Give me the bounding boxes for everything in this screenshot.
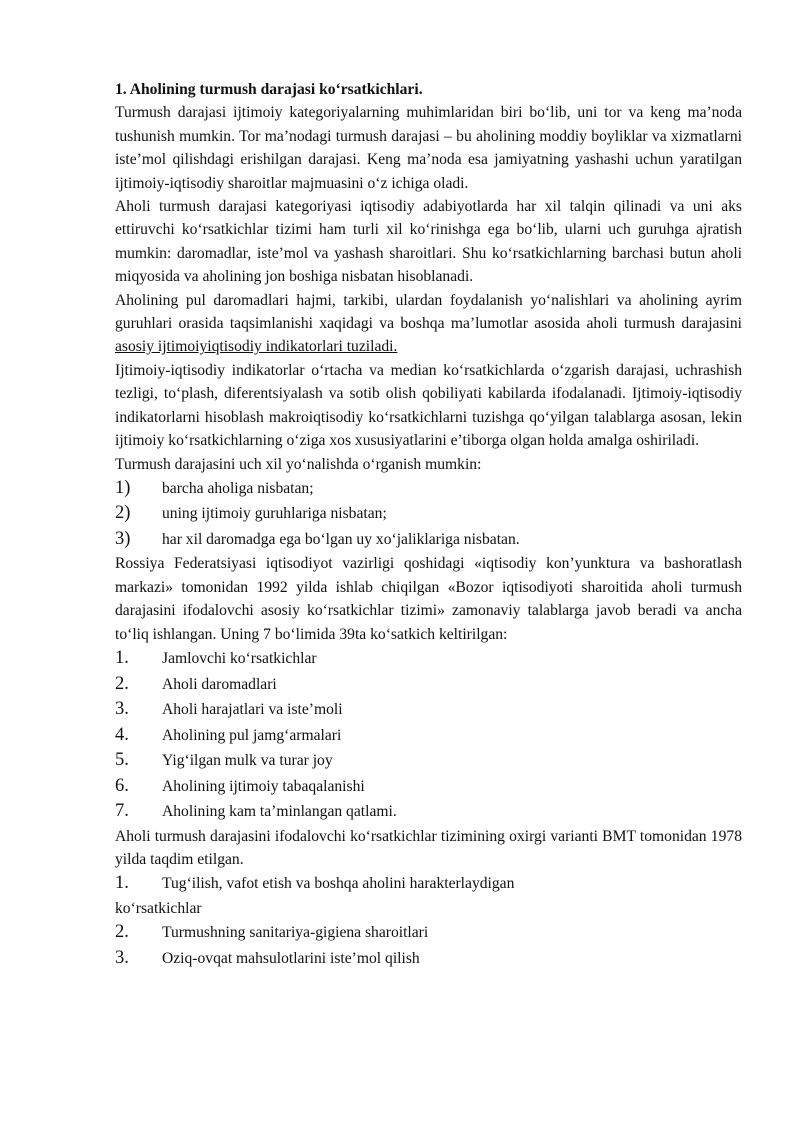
list-item [115,748,742,774]
paragraph-indicators [115,289,742,359]
paragraph-indicators-text: Aholining pul daromadlari hajmi, tarkibi, ulardan foydalanish yo‘nalishlari va aholining ayrim guruhlari orasida taqsimlanishi xaqidagi va boshqa ma’lumotlar asosida aholi turmush darajasini [115,291,742,333]
list-number: 4. [115,724,129,745]
list-text: Oziq-ovqat mahsulotlarini iste’mol qilish [162,949,420,967]
list-number: 3. [115,699,129,720]
list-number: 6. [115,775,129,796]
list-number: 2. [115,673,129,694]
list-item [115,672,742,698]
list-number: 5. [115,750,129,771]
list-item [115,946,742,972]
directions-list [115,476,742,553]
list-item [115,697,742,723]
list-text: Aholi daromadlari [162,675,277,693]
list-text: Aholining kam ta’minlangan qatlami. [162,803,397,821]
list-item [115,476,742,502]
list-item [115,723,742,749]
list-number: 1. [115,648,129,669]
list-text: har xil daromadga ega bo‘lgan uy xo‘jaliklariga nisbatan. [162,530,520,548]
list-text: Aholining pul jamg‘armalari [162,726,342,744]
list-number: 1) [115,477,131,498]
document-page [115,78,742,971]
list-item [115,646,742,672]
list-number: 3) [115,528,131,549]
list-text: Aholi harajatlari va iste’moli [162,701,343,719]
list-text: barcha aholiga nisbatan; [162,479,314,497]
underlined-phrase: asosiy ijtimoiyiqtisodiy indikatorlari tuziladi. [115,338,398,356]
paragraph-categories: Aholi turmush darajasi kategoriyasi iqtisodiy adabiyotlarda har xil talqin qilinadi va uni aks ettiruvchi ko‘rsatkichlar tizimi ham turli xil ko‘rinishga ega bo‘lib, ularni uch guruhga ajratish mumkin: daromadlar, iste’mol va yashash sharoitlari. Shu ko‘rsatkichlarning barchasi butun aholi miqyosida va aholining jon boshiga nisbatan hisoblanadi. [115,198,742,286]
section-heading: 1. Aholining turmush darajasi ko‘rsatkichlari. [115,81,423,98]
un-indicators-list [115,871,742,971]
list-number: 1. [115,873,129,894]
list-text: Aholining ijtimoiy tabaqalanishi [162,777,365,795]
list-item [115,871,742,897]
paragraph-directions: Turmush darajasini uch xil yo‘nalishda o‘rganish mumkin: [115,455,482,473]
list-item [115,527,742,553]
list-text-continuation: ko‘rsatkichlar [115,899,202,917]
paragraph-un-system: Aholi turmush darajasini ifodalovchi ko‘rsatkichlar tizimining oxirgi varianti BMT tomonidan 1978 yilda taqdim etilgan. [115,827,742,868]
paragraph-russia-system: Rossiya Federatsiyasi iqtisodiyot vazirligi qoshidagi «iqtisodiy kon’yunktura va bashoratlash markazi» tomonidan 1992 yilda ishlab chiqilgan «Bozor iqtisodiyoti sharoitida aholi turmush darajasini ifodalovchi asosiy ko‘rsatkichlar tizimi» zamonaviy talablarga javob beradi va ancha to‘liq ishlangan. Uning 7 bo‘limida 39ta ko‘satkich keltirilgan: [115,555,742,643]
sections-list [115,646,742,825]
list-item [115,799,742,825]
list-number: 2. [115,922,129,943]
list-item [115,774,742,800]
list-item [115,501,742,527]
paragraph-socioeconomic: Ijtimoiy-iqtisodiy indikatorlar o‘rtacha va median ko‘rsatkichlarda o‘zgarish darajasi, uchrashish tezligi, to‘plash, diferentsiyalash va sotib olish qobiliyati kabilarda ifodalanadi. Ijtimoiy-iqtisodiy indikatorlarni hisoblash makroiqtisodiy ko‘rsatkichlarni tuzishga qo‘yilgan talablarga asosan, lekin ijtimoiy ko‘rsatkichlarning o‘ziga xos xususiyatlarini e’tiborga olgan holda amalga oshiriladi. [115,361,742,450]
list-text: uning ijtimoiy guruhlariga nisbatan; [162,505,387,523]
paragraph-definition: Turmush darajasi ijtimoiy kategoriyalarning muhimlaridan biri bo‘lib, uni tor va keng ma’noda tushunish mumkin. Tor ma’nodagi turmush darajasi – bu aholining moddiy boyliklar va xizmatlarni iste’mol qilishdagi erishilgan darajasi. Keng ma’noda esa jamiyatning yashashi uchun yaratilgan ijtimoiy-iqtisodiy sharoitlar majmuasini o‘z ichiga oladi. [115,104,742,192]
list-text: Turmushning sanitariya-gigiena sharoitlari [162,924,429,942]
list-number: 3. [115,947,129,968]
list-number: 7. [115,801,129,822]
list-text: Tug‘ilish, vafot etish va boshqa aholini harakterlaydigan [162,875,515,893]
list-item [115,920,742,946]
list-text: Yig‘ilgan mulk va turar joy [162,752,333,770]
list-number: 2) [115,503,131,524]
list-text: Jamlovchi ko‘rsatkichlar [162,650,317,668]
